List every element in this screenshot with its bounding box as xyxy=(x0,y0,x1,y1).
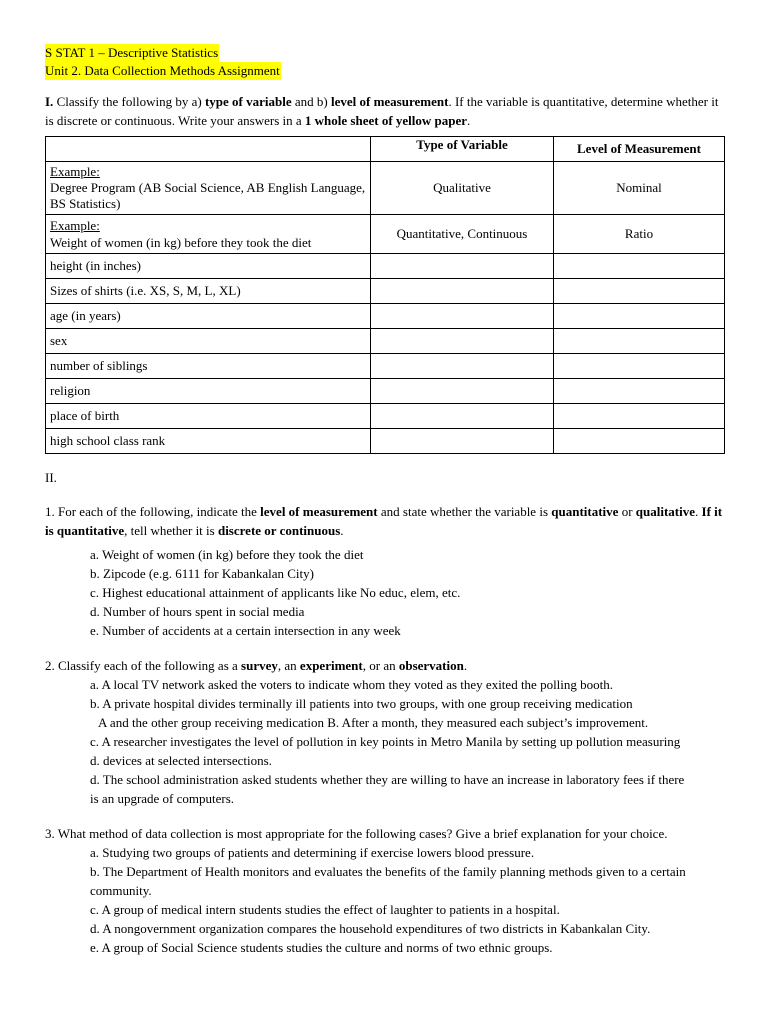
list-item: is an upgrade of computers. xyxy=(90,791,235,806)
list-item: A and the other group receiving medication B. After a month, they measured each subject’s improvement. xyxy=(98,715,649,730)
example-type: Quantitative, Continuous xyxy=(371,215,554,254)
variable-cell: place of birth xyxy=(46,404,371,429)
question-3-items xyxy=(45,843,725,957)
header-type-of-variable: Type of Variable xyxy=(371,137,554,162)
variable-cell: number of siblings xyxy=(46,354,371,379)
list-item: community. xyxy=(90,883,152,898)
list-item: b. A private hospital divides terminally ill patients into two groups, with one group receiving medication xyxy=(90,696,633,711)
table-row xyxy=(46,279,725,304)
question-2-items xyxy=(45,675,725,808)
variable-cell: religion xyxy=(46,379,371,404)
level-answer-cell[interactable] xyxy=(554,304,725,329)
example-level: Nominal xyxy=(554,162,725,215)
level-answer-cell[interactable] xyxy=(554,279,725,304)
example-label: Example: xyxy=(50,164,100,179)
type-answer-cell[interactable] xyxy=(371,429,554,454)
list-item: e. A group of Social Science students studies the culture and norms of two ethnic groups. xyxy=(90,940,553,955)
header-level-of-measurement: Level of Measurement xyxy=(554,137,725,162)
part2-heading: II. xyxy=(45,470,57,485)
unit-title: Unit 2. Data Collection Methods Assignment xyxy=(45,63,280,78)
list-item: e. Number of accidents at a certain intersection in any week xyxy=(90,623,401,638)
question-3-stem: 3. What method of data collection is most appropriate for the following cases? Give a brief explanation for your choice. xyxy=(45,826,668,841)
table-row xyxy=(46,254,725,279)
table-row xyxy=(46,354,725,379)
example-row xyxy=(46,215,725,254)
type-answer-cell[interactable] xyxy=(371,379,554,404)
variable-cell: high school class rank xyxy=(46,429,371,454)
type-answer-cell[interactable] xyxy=(371,354,554,379)
table-row xyxy=(46,404,725,429)
level-answer-cell[interactable] xyxy=(554,254,725,279)
level-answer-cell[interactable] xyxy=(554,404,725,429)
list-item: c. A group of medical intern students studies the effect of laughter to patients in a hospital. xyxy=(90,902,560,917)
list-item: c. Highest educational attainment of applicants like No educ, elem, etc. xyxy=(90,585,461,600)
type-answer-cell[interactable] xyxy=(371,279,554,304)
list-item: d. devices at selected intersections. xyxy=(90,753,272,768)
document-page xyxy=(45,44,725,957)
list-item: b. The Department of Health monitors and evaluates the benefits of the family planning methods given to a certain xyxy=(90,864,686,879)
part1-number: I. xyxy=(45,94,54,109)
example-text: Degree Program (AB Social Science, AB English Language, BS Statistics) xyxy=(50,180,366,211)
example-label: Example: xyxy=(50,218,100,233)
list-item: c. A researcher investigates the level of pollution in key points in Metro Manila by setting up pollution measuring xyxy=(90,734,681,749)
classification-table xyxy=(45,136,725,454)
level-answer-cell[interactable] xyxy=(554,329,725,354)
table-row xyxy=(46,304,725,329)
list-item: a. Studying two groups of patients and determining if exercise lowers blood pressure. xyxy=(90,845,535,860)
table-row xyxy=(46,379,725,404)
variable-cell: age (in years) xyxy=(46,304,371,329)
list-item: b. Zipcode (e.g. 6111 for Kabankalan City) xyxy=(90,566,314,581)
part1-instructions: I. Classify the following by a) type of variable and b) level of measurement. If the variable is quantitative, determine whether it is discrete or continuous. Write your answers in a 1 whole sheet of yellow paper. xyxy=(45,94,719,128)
example-text: Weight of women (in kg) before they took the diet xyxy=(50,235,312,250)
type-answer-cell[interactable] xyxy=(371,304,554,329)
question-1-items xyxy=(45,545,725,640)
list-item: d. The school administration asked students whether they are willing to have an increase in laboratory fees if there xyxy=(90,772,685,787)
list-item: a. Weight of women (in kg) before they took the diet xyxy=(90,547,364,562)
list-item: a. A local TV network asked the voters to indicate whom they voted as they exited the polling booth. xyxy=(90,677,614,692)
course-title: S STAT 1 – Descriptive Statistics xyxy=(45,45,219,60)
list-item: d. Number of hours spent in social media xyxy=(90,604,305,619)
table-row xyxy=(46,429,725,454)
type-answer-cell[interactable] xyxy=(371,404,554,429)
table-header-row xyxy=(46,137,725,162)
question-1-stem: 1. For each of the following, indicate the level of measurement and state whether the variable is quantitative or qualitative. If it is quantitative, tell whether it is discrete or continuous. xyxy=(45,504,723,538)
variable-cell: Sizes of shirts (i.e. XS, S, M, L, XL) xyxy=(46,279,371,304)
question-2-stem: 2. Classify each of the following as a survey, an experiment, or an observation. xyxy=(45,658,468,673)
variable-cell: height (in inches) xyxy=(46,254,371,279)
variable-cell: sex xyxy=(46,329,371,354)
example-row xyxy=(46,162,725,215)
level-answer-cell[interactable] xyxy=(554,354,725,379)
level-answer-cell[interactable] xyxy=(554,379,725,404)
table-row xyxy=(46,329,725,354)
example-level: Ratio xyxy=(554,215,725,254)
type-answer-cell[interactable] xyxy=(371,254,554,279)
type-answer-cell[interactable] xyxy=(371,329,554,354)
level-answer-cell[interactable] xyxy=(554,429,725,454)
example-type: Qualitative xyxy=(371,162,554,215)
list-item: d. A nongovernment organization compares the household expenditures of two districts in Kabankalan City. xyxy=(90,921,651,936)
